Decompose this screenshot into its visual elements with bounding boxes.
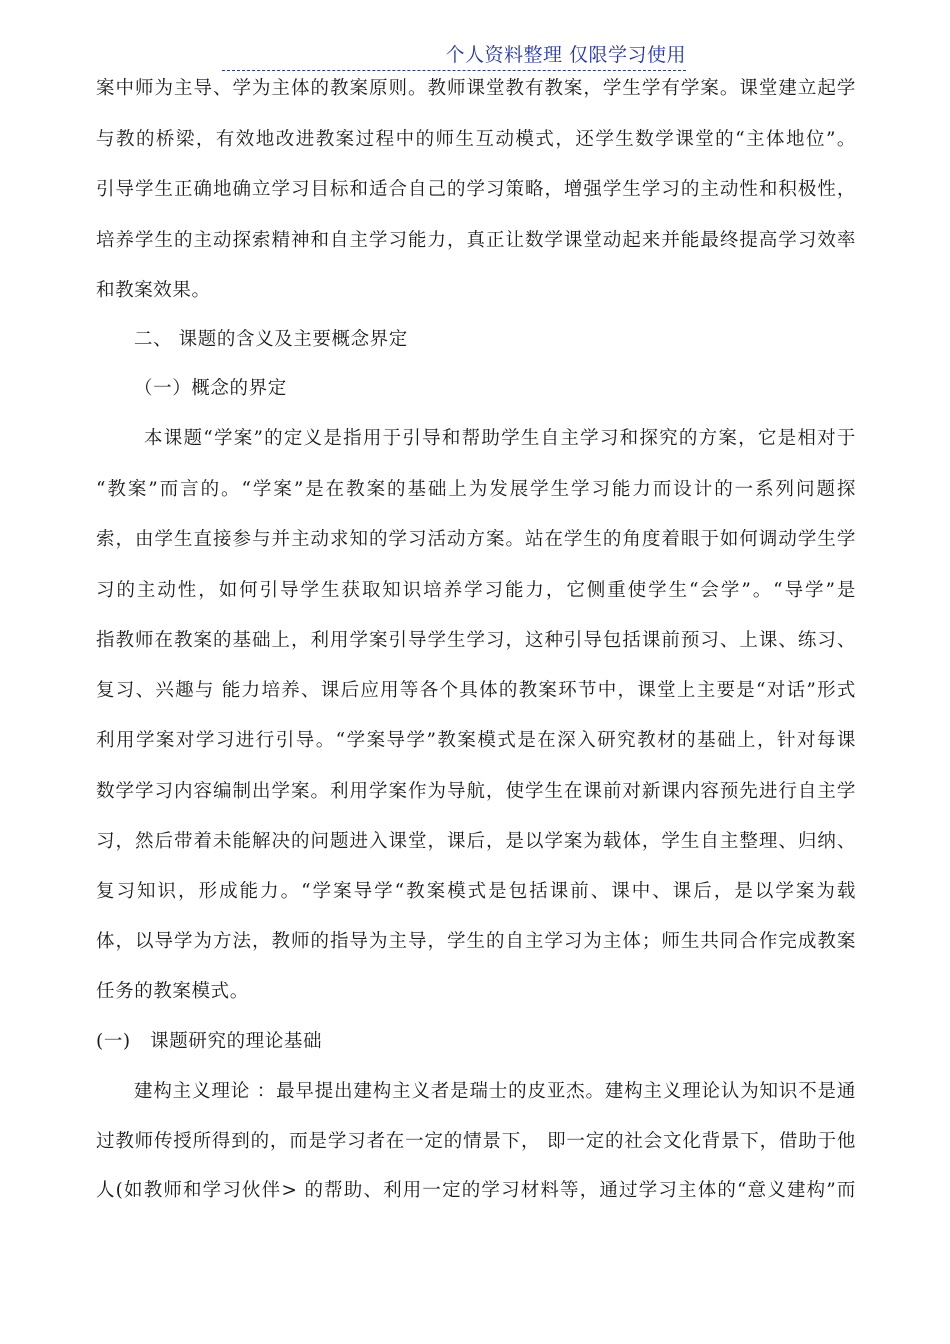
body-line-19: 任务的教案模式。 — [96, 981, 249, 1002]
body-line-1: 案中师为主导、学为主体的教案原则。教师课堂教有教案，学生学有学案。课堂建立起学 — [96, 78, 856, 99]
body-line-18: 体，以导学为方法，教师的指导为主导，学生的自主学习为主体；师生共同合作完成教案 — [96, 931, 856, 952]
subsection-heading-1: （一）概念的界定 — [134, 378, 287, 399]
body-line-4: 培养学生的主动探索精神和自主学习能力，真正让数学课堂动起来并能最终提高学习效率 — [96, 230, 856, 251]
section-heading-2: 二、 课题的含义及主要概念界定 — [134, 329, 408, 350]
header-text: 个人资料整理 仅限学习使用 — [445, 44, 686, 66]
body-line-22: 过教师传授所得到的，而是学习者在一定的情景下， 即一定的社会文化背景下，借助于他 — [96, 1131, 856, 1152]
page-header — [222, 40, 686, 71]
subsection-heading-theory: (一) 课题研究的理论基础 — [96, 1031, 323, 1052]
body-line-23: 人(如教师和学习伙伴> 的帮助、利用一定的学习材料等，通过学习主体的“意义建构”而 — [96, 1180, 856, 1201]
body-line-12: 指教师在教案的基础上，利用学案引导学生学习，这种引导包括课前预习、上课、练习、 — [96, 630, 856, 651]
body-line-16: 习，然后带着未能解决的问题进入课堂，课后，是以学案为载体，学生自主整理、归纳、 — [96, 831, 856, 852]
body-line-21: 建构主义理论 ：最早提出建构主义者是瑞士的皮亚杰。建构主义理论认为知识不是通 — [134, 1081, 856, 1102]
body-line-3: 引导学生正确地确立学习目标和适合自己的学习策略，增强学生学习的主动性和积极性， — [96, 179, 856, 200]
body-line-2: 与教的桥梁，有效地改进教案过程中的师生互动模式，还学生数学课堂的“主体地位”。 — [96, 129, 856, 150]
body-line-13: 复习、兴趣与 能力培养、课后应用等各个具体的教案环节中，课堂上主要是“对话”形式 — [96, 680, 856, 701]
body-line-9: “教案”而言的。“学案”是在教案的基础上为发展学生学习能力而设计的一系列问题探 — [96, 479, 856, 500]
body-line-15: 数学学习内容编制出学案。利用学案作为导航，使学生在课前对新课内容预先进行自主学 — [96, 781, 856, 802]
body-line-5: 和教案效果。 — [96, 280, 211, 301]
body-line-10: 索，由学生直接参与并主动求知的学习活动方案。站在学生的角度着眼于如何调动学生学 — [96, 529, 856, 550]
body-line-11: 习的主动性，如何引导学生获取知识培养学习能力，它侧重使学生“会学”。“导学”是 — [96, 580, 856, 601]
body-line-14: 利用学案对学习进行引导。“学案导学”教案模式是在深入研究教材的基础上，针对每课 — [96, 730, 856, 751]
body-line-17: 复习知识，形成能力。“学案导学“教案模式是包括课前、课中、课后，是以学案为载 — [96, 881, 856, 902]
body-line-8: 本课题“学案”的定义是指用于引导和帮助学生自主学习和探究的方案，它是相对于 — [144, 428, 856, 449]
